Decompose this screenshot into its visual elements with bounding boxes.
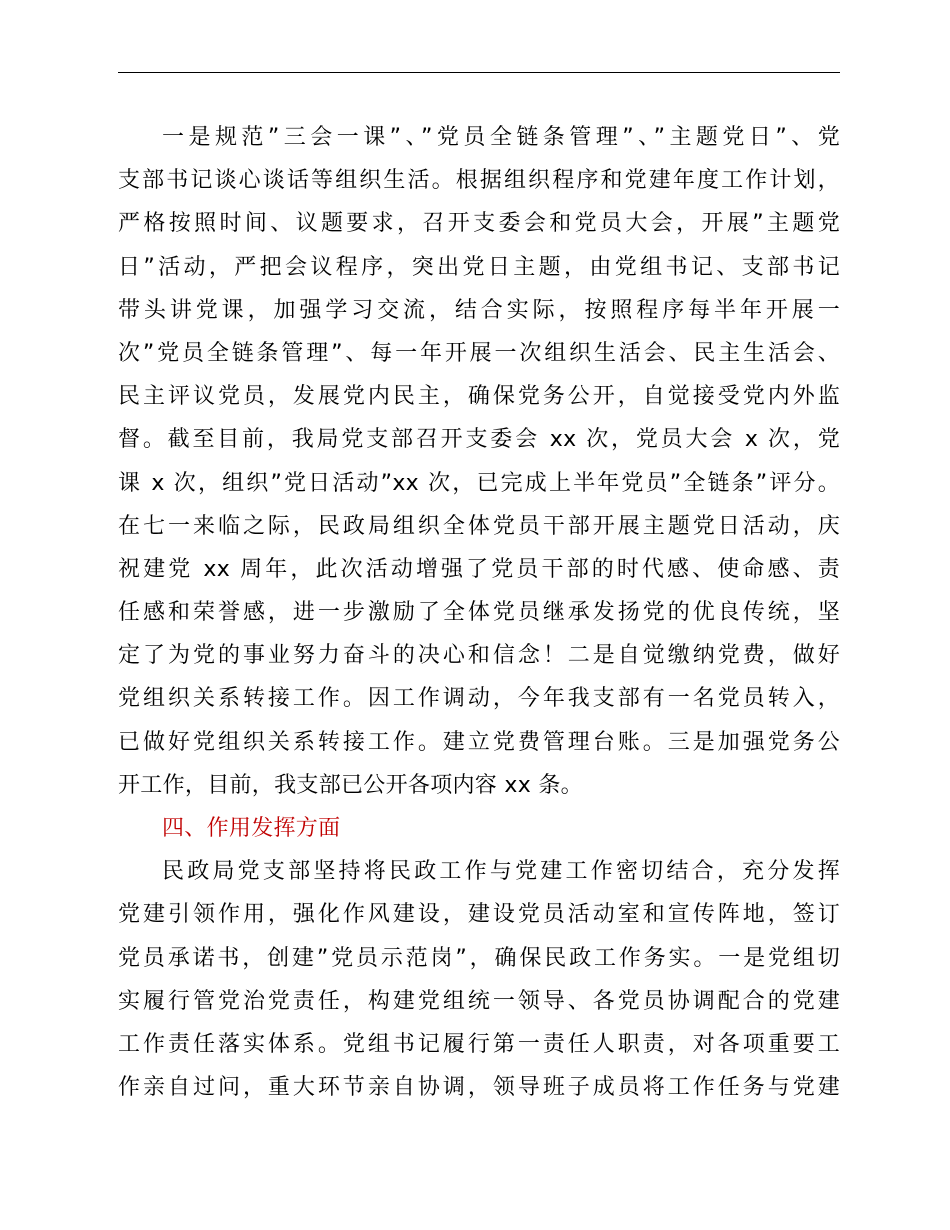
document-body: [118, 116, 840, 1109]
paragraph-party-organization-life: [118, 116, 840, 807]
paragraph-line: 党组织关系转接工作。因工作调动，今年我支部有一名党员转入，: [118, 686, 840, 712]
paragraph-line: 次”党员全链条管理”、每一年开展一次组织生活会、民主生活会、: [118, 340, 840, 366]
paragraph-line: 工作责任落实体系。党组书记履行第一责任人职责，对各项重要工: [118, 1031, 840, 1057]
paragraph-line: 在七一来临之际，民政局组织全体党员干部开展主题党日活动，庆: [118, 513, 840, 539]
paragraph-line: 支部书记谈心谈话等组织生活。根据组织程序和党建年度工作计划，: [118, 168, 840, 194]
paragraph-line: 任感和荣誉感，进一步激励了全体党员继承发扬党的优良传统，坚: [118, 600, 840, 626]
paragraph-line: 实履行管党治党责任，构建党组统一领导、各党员协调配合的党建: [118, 988, 840, 1014]
paragraph-line: 民主评议党员，发展党内民主，确保党务公开，自觉接受党内外监: [118, 384, 840, 410]
paragraph-line: 日”活动，严把会议程序，突出党日主题，由党组书记、支部书记: [118, 254, 840, 280]
paragraph-line: 一是规范”三会一课”、”党员全链条管理”、”主题党日”、党: [162, 125, 840, 150]
paragraph-line: 定了为党的事业努力奋斗的决心和信念！二是自觉缴纳党费，做好: [118, 643, 840, 669]
paragraph-line: 作亲自过问，重大环节亲自协调，领导班子成员将工作任务与党建: [118, 1075, 840, 1101]
paragraph-line: 祝建党 xx 周年，此次活动增强了党员干部的时代感、使命感、责: [118, 556, 840, 582]
header-rule: [118, 72, 840, 73]
paragraph-role-performance: [118, 850, 840, 1109]
paragraph-line: 民政局党支部坚持将民政工作与党建工作密切结合，充分发挥: [162, 859, 840, 885]
paragraph-line: 党建引领作用，强化作风建设，建设党员活动室和宣传阵地，签订: [118, 902, 840, 928]
paragraph-line: 严格按照时间、议题要求，召开支委会和党员大会，开展”主题党: [118, 211, 840, 237]
paragraph-line: 督。截至目前，我局党支部召开支委会 xx 次，党员大会 x 次，党: [118, 427, 840, 453]
paragraph-line: 已做好党组织关系转接工作。建立党费管理台账。三是加强党务公: [118, 729, 840, 755]
paragraph-line: 开工作，目前，我支部已公开各项内容 xx 条。: [118, 772, 583, 798]
paragraph-line: 课 x 次，组织”党日活动”xx 次，已完成上半年党员”全链条”评分。: [118, 470, 840, 496]
paragraph-line: 带头讲党课，加强学习交流，结合实际，按照程序每半年开展一: [118, 297, 840, 323]
paragraph-line: 党员承诺书，创建”党员示范岗”，确保民政工作务实。一是党组切: [118, 945, 840, 971]
section-heading: 四、作用发挥方面: [162, 816, 341, 841]
